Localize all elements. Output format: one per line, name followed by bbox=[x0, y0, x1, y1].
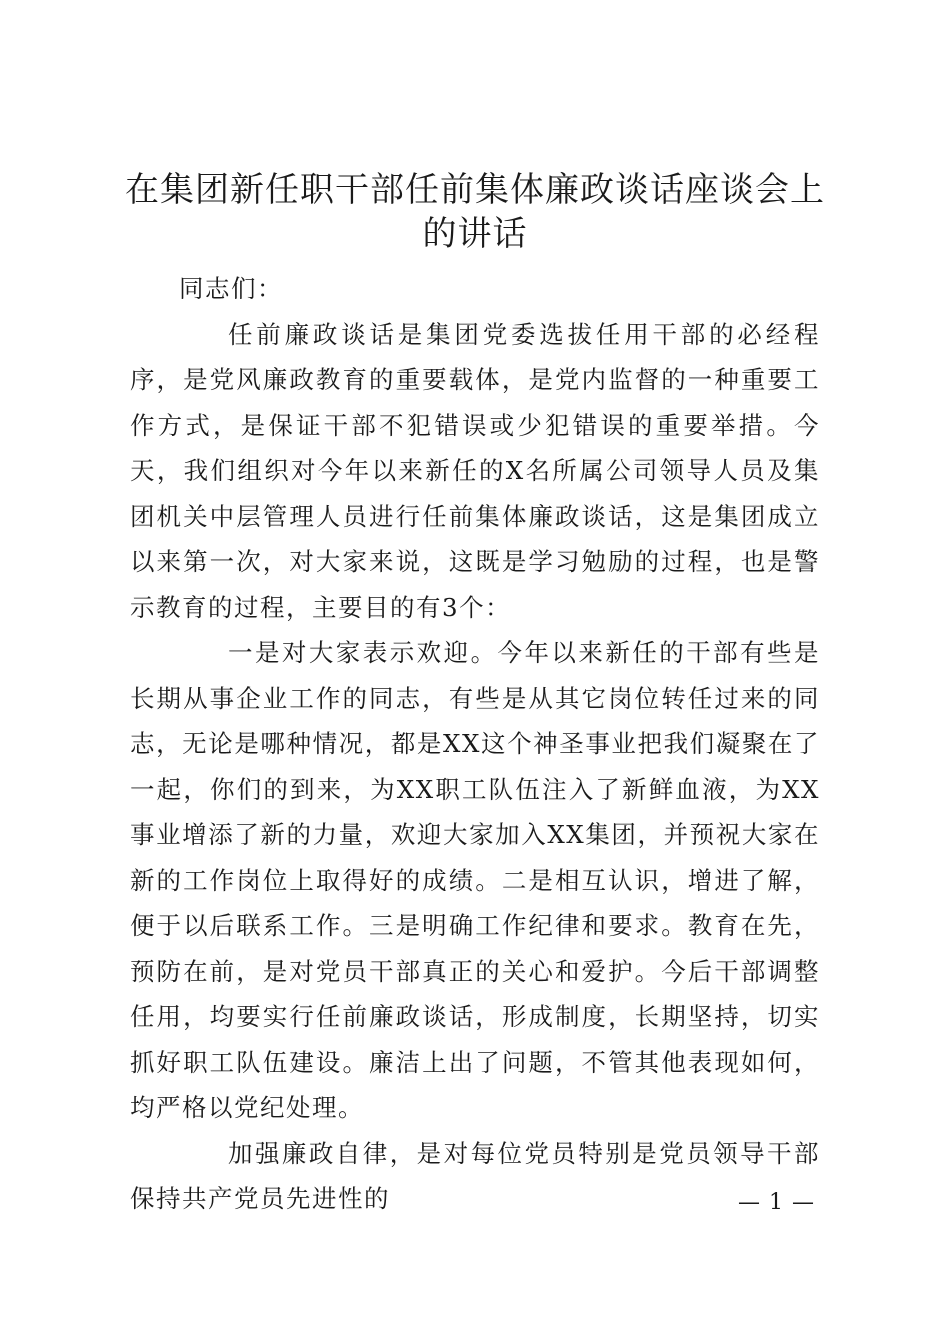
document-title: 在集团新任职干部任前集体廉政谈话座谈会上的讲话 bbox=[125, 170, 825, 254]
salutation: 同志们： bbox=[179, 274, 283, 303]
paragraph-3: 加强廉政自律，是对每位党员特别是党员领导干部保持共产党员先进性的 bbox=[130, 1138, 820, 1213]
paragraph-1: 任前廉政谈话是集团党委选拔任用干部的必经程序，是党风廉政教育的重要载体，是党内监督的一种重要工作方式，是保证干部不犯错误或少犯错误的重要举措。今天，我们组织对今年以来新任的X名所属公司领导人员及集团机关中层管理人员进行任前集体廉政谈话，这是集团成立以来第一次，对大家来说，这既是学习勉励的过程，也是警示教育的过程，主要目的有3个： bbox=[130, 319, 820, 622]
document-body bbox=[130, 266, 820, 1222]
page-number: — 1 — bbox=[738, 1190, 815, 1215]
paragraph-2: 一是对大家表示欢迎。今年以来新任的干部有些是长期从事企业工作的同志，有些是从其它岗位转任过来的同志，无论是哪种情况，都是XX这个神圣事业把我们凝聚在了一起，你们的到来，为XX职工队伍注入了新鲜血液，为XX事业增添了新的力量，欢迎大家加入XX集团，并预祝大家在新的工作岗位上取得好的成绩。二是相互认识，增进了解，便于以后联系工作。三是明确工作纪律和要求。教育在先，预防在前，是对党员干部真正的关心和爱护。今后干部调整任用，均要实行任前廉政谈话，形成制度，长期坚持，切实抓好职工队伍建设。廉洁上出了问题，不管其他表现如何，均严格以党纪处理。 bbox=[130, 638, 820, 1122]
